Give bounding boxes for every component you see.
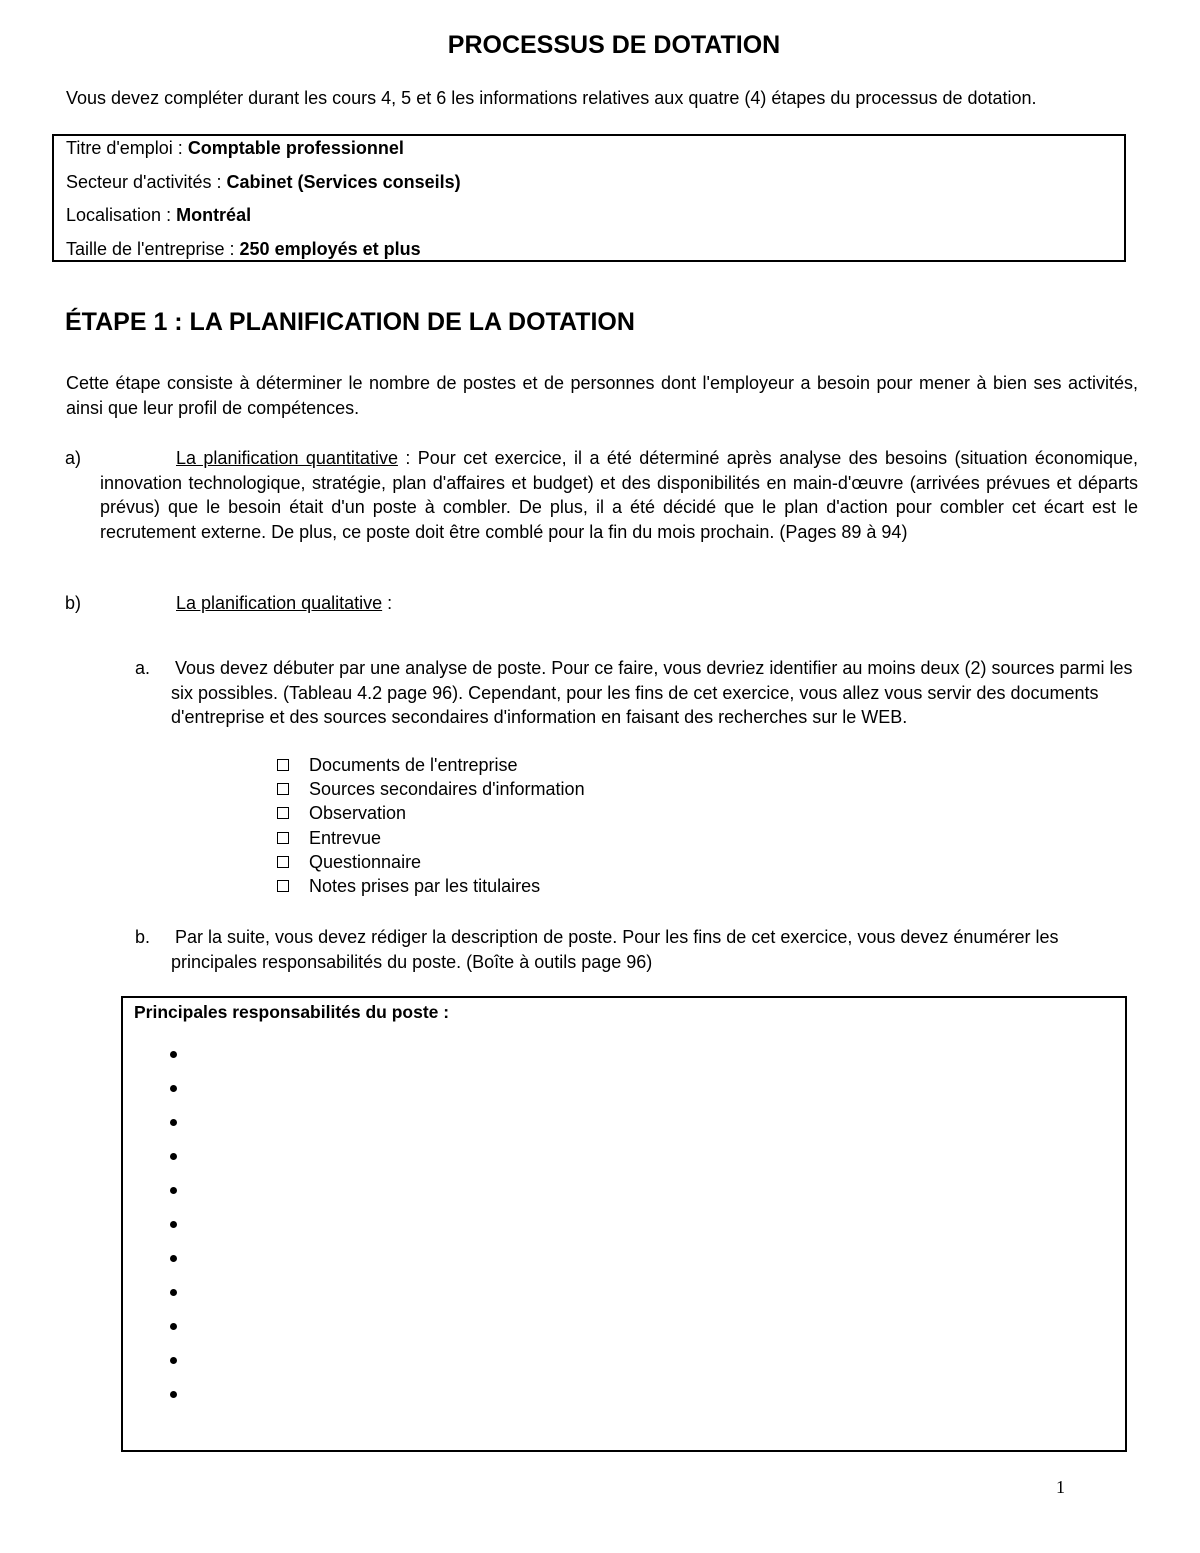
page-number: 1: [1056, 1477, 1065, 1497]
responsibility-item[interactable]: [123, 1378, 523, 1412]
source-label: Questionnaire: [309, 851, 422, 872]
item-a-label: a): [65, 448, 82, 468]
responsibility-item[interactable]: [123, 1310, 523, 1344]
company-size-value: 250 employés et plus: [239, 239, 421, 259]
source-label: Observation: [309, 803, 407, 824]
source-item[interactable]: [277, 753, 585, 777]
source-item[interactable]: [277, 777, 585, 801]
responsibilities-title: Principales responsabilités du poste :: [134, 1002, 450, 1022]
checkbox-icon[interactable]: [277, 807, 289, 819]
sector-row: [66, 170, 461, 194]
bullet-icon: [170, 1357, 177, 1364]
responsibilities-box[interactable]: [121, 996, 1127, 1452]
source-label: Notes prises par les titulaires: [309, 875, 541, 896]
item-b-separator: :: [382, 593, 393, 613]
job-title-value: Comptable professionnel: [187, 138, 404, 158]
responsibility-item[interactable]: [123, 1140, 523, 1174]
sub-a-label: a.: [135, 658, 151, 678]
bullet-icon: [170, 1391, 177, 1398]
step1-heading: ÉTAPE 1 : LA PLANIFICATION DE LA DOTATION: [65, 308, 635, 336]
bullet-icon: [170, 1085, 177, 1092]
company-size-row: [66, 237, 421, 261]
job-info-box: [52, 134, 1126, 262]
source-item[interactable]: [277, 801, 585, 825]
item-b-label: b): [65, 593, 82, 613]
item-a-heading: La planification quantitative: [176, 448, 398, 468]
company-size-label: Taille de l'entreprise :: [66, 239, 240, 259]
location-label: Localisation :: [66, 205, 177, 225]
sub-b-label: b.: [135, 927, 151, 947]
responsibility-item[interactable]: [123, 1344, 523, 1378]
responsibility-item[interactable]: [123, 1174, 523, 1208]
bullet-icon: [170, 1051, 177, 1058]
job-title-label: Titre d'emploi :: [66, 138, 188, 158]
checkbox-icon[interactable]: [277, 880, 289, 892]
item-a-separator: :: [397, 448, 418, 468]
job-title-row: [66, 136, 404, 160]
checkbox-icon[interactable]: [277, 856, 289, 868]
source-label: Documents de l'entreprise: [309, 755, 518, 775]
sub-a-text: Vous devez débuter par une analyse de poste. Pour ce faire, vous devriez identifier au moins deux (2) sources parmi les six possibles. (Tableau 4.2 page 96). Cependant, pour les fins de cet exercice, vous allez vous servir des documents d'entreprise et des sources secondaires d'information en faisant des recherches sur le WEB.: [171, 658, 1133, 727]
bullet-icon: [170, 1289, 177, 1296]
source-item[interactable]: [277, 826, 585, 850]
source-label: Sources secondaires d'information: [309, 779, 585, 800]
item-b-paragraph: [176, 591, 392, 616]
sub-a-paragraph: [171, 656, 1141, 730]
sub-b-text: Par la suite, vous devez rédiger la description de poste. Pour les fins de cet exercice, vous devez énumérer les principales responsabilités du poste. (Boîte à outils page 96): [171, 927, 1059, 972]
checkbox-icon[interactable]: [277, 783, 289, 795]
sub-b-paragraph: [171, 925, 1141, 974]
source-item[interactable]: [277, 850, 585, 874]
bullet-icon: [170, 1187, 177, 1194]
bullet-icon: [170, 1119, 177, 1126]
location-value: Montréal: [176, 205, 252, 225]
item-b-heading: La planification qualitative: [176, 593, 383, 613]
checkbox-icon[interactable]: [277, 759, 289, 771]
responsibility-item[interactable]: [123, 1038, 523, 1072]
bullet-icon: [170, 1153, 177, 1160]
sector-label: Secteur d'activités :: [66, 172, 227, 192]
intro-paragraph: Vous devez compléter durant les cours 4, 5 et 6 les informations relatives aux quatre (4) étapes du processus de dotation.: [66, 88, 1037, 108]
bullet-icon: [170, 1255, 177, 1262]
source-item[interactable]: [277, 874, 585, 898]
sources-checklist: [277, 753, 585, 898]
location-row: [66, 203, 251, 227]
document-title: PROCESSUS DE DOTATION: [447, 31, 781, 59]
source-label: Entrevue: [309, 827, 382, 848]
responsibility-item[interactable]: [123, 1106, 523, 1140]
responsibility-item[interactable]: [123, 1276, 523, 1310]
responsibility-item[interactable]: [123, 1208, 523, 1242]
bullet-icon: [170, 1323, 177, 1330]
item-a-paragraph: [100, 446, 1138, 544]
responsibilities-list: [123, 1038, 523, 1412]
step1-description: Cette étape consiste à déterminer le nombre de postes et de personnes dont l'employeur a besoin pour mener à bien ses activités, ainsi que leur profil de compétences.: [66, 373, 1138, 418]
checkbox-icon[interactable]: [277, 832, 289, 844]
responsibility-item[interactable]: [123, 1242, 523, 1276]
bullet-icon: [170, 1221, 177, 1228]
sector-value: Cabinet (Services conseils): [226, 172, 461, 192]
item-a-text: Pour cet exercice, il a été déterminé après analyse des besoins (situation économique, innovation technologique, stratégie, plan d'affaires et budget) et des disponibilités en main-d'œuvre (arrivées prévues et départs prévus) que le besoin était d'un poste à combler. De plus, il a été décidé que le plan d'action pour combler cet écart est le recrutement externe. De plus, ce poste doit être comblé pour la fin du mois prochain. (Pages 89 à 94): [100, 448, 1138, 542]
responsibility-item[interactable]: [123, 1072, 523, 1106]
